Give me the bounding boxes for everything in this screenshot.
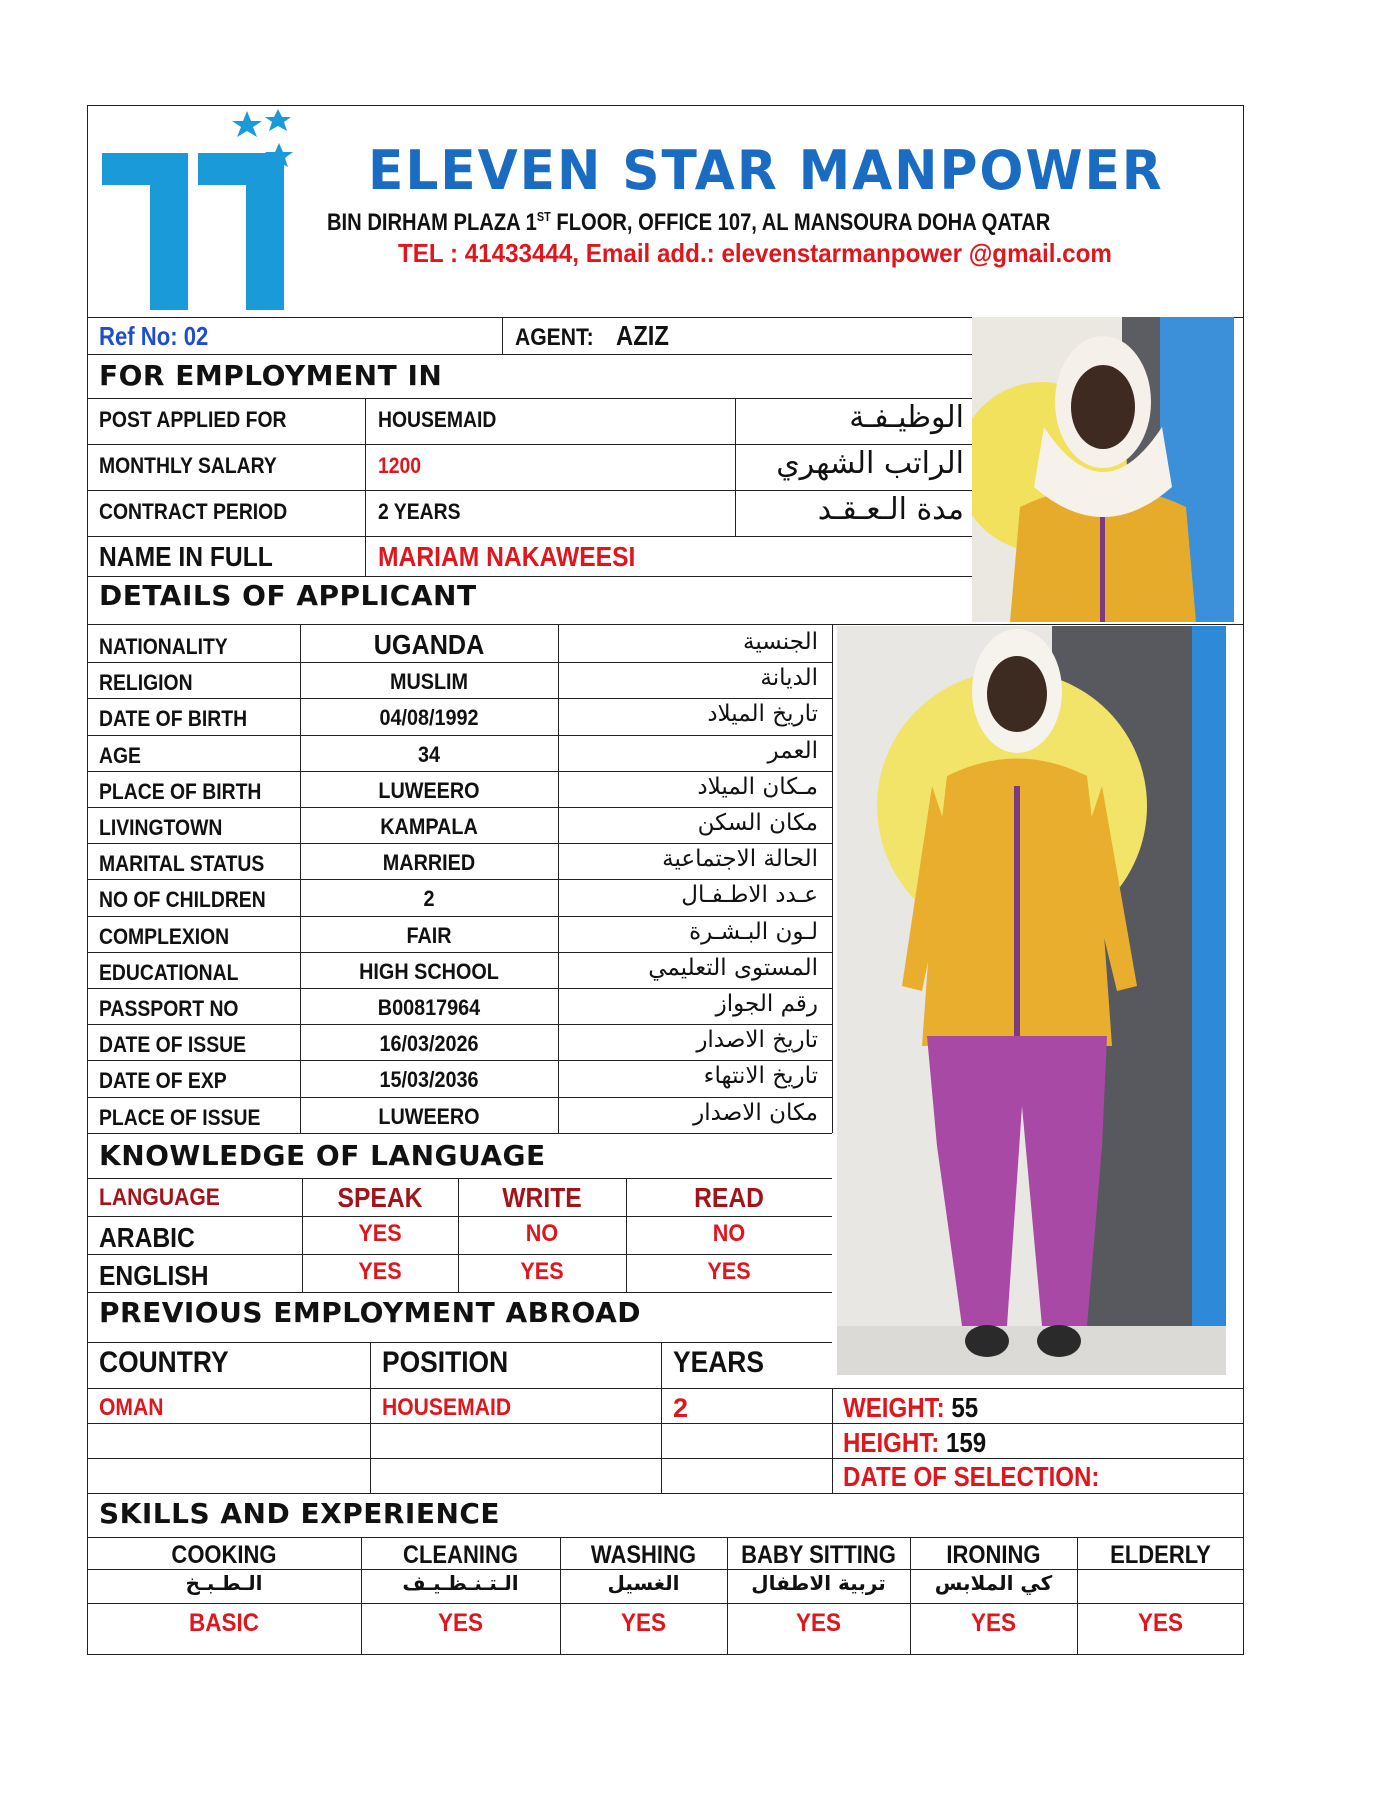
language-speak-value: YES <box>358 1258 402 1285</box>
applicant-full-photo <box>837 626 1226 1375</box>
detail-arabic-label: تاريخ الانتهاء <box>703 1063 818 1090</box>
detail-value: 16/03/2026 <box>379 1031 479 1057</box>
name-in-full-label: NAME IN FULL <box>99 541 273 572</box>
language-header-language: LANGUAGE <box>99 1184 220 1211</box>
skill-level: BASIC <box>188 1609 260 1637</box>
detail-arabic-label: مكان الاصدار <box>693 1099 818 1126</box>
detail-value: 15/03/2036 <box>379 1067 479 1093</box>
employment-arabic-label: مدة الـعـقـد <box>817 492 964 527</box>
previous-position-value: HOUSEMAID <box>382 1394 512 1421</box>
agent-label: AGENT: <box>515 324 594 351</box>
employment-value: 2 YEARS <box>378 499 461 524</box>
company-address: BIN DIRHAM PLAZA 1ST FLOOR, OFFICE 107, AL MANSOURA DOHA QATAR <box>327 209 1051 236</box>
detail-arabic-label: المستوى التعليمي <box>648 954 818 981</box>
language-name: ENGLISH <box>99 1260 209 1291</box>
agent-value: AZIZ <box>616 320 669 351</box>
language-section-title: KNOWLEDGE OF LANGUAGE <box>99 1139 546 1172</box>
employment-label: MONTHLY SALARY <box>99 453 277 478</box>
employment-section-title: FOR EMPLOYMENT IN <box>99 359 443 392</box>
detail-arabic-label: مـكان الميلاد <box>697 773 818 800</box>
detail-arabic-label: مكان السكن <box>697 810 818 836</box>
detail-value: MUSLIM <box>389 669 469 695</box>
skill-arabic-name: الغسيل <box>607 1571 680 1595</box>
language-header-write: WRITE <box>502 1182 582 1213</box>
detail-arabic-label: تاريخ الاصدار <box>696 1027 818 1054</box>
employment-arabic-label: الراتب الشهري <box>776 446 964 481</box>
skill-arabic-name: تربية الاطفال <box>751 1571 886 1595</box>
skill-arabic-name: كي الملابس <box>934 1571 1053 1595</box>
language-name: ARABIC <box>99 1222 195 1253</box>
detail-value: LUWEERO <box>378 777 480 803</box>
detail-arabic-label: لـون البـشـرة <box>689 918 818 945</box>
skill-name: BABY SITTING <box>741 1541 896 1569</box>
detail-label: PLACE OF BIRTH <box>99 778 262 804</box>
previous-years-value: 2 <box>673 1393 689 1423</box>
skill-level: YES <box>437 1609 484 1637</box>
detail-label: DATE OF EXP <box>99 1068 227 1094</box>
ref-number: Ref No: 02 <box>99 321 209 351</box>
detail-value: 2 <box>423 886 435 912</box>
employment-value: 1200 <box>378 453 422 478</box>
skill-name: COOKING <box>171 1541 277 1569</box>
detail-label: NATIONALITY <box>99 634 228 659</box>
detail-label: DATE OF ISSUE <box>99 1032 247 1058</box>
detail-value: 34 <box>417 741 441 767</box>
detail-arabic-label: رقم الجواز <box>715 991 818 1017</box>
skill-level: YES <box>795 1609 842 1637</box>
height-value: 159 <box>946 1427 987 1458</box>
skill-level: YES <box>1137 1609 1184 1637</box>
detail-arabic-label: عـدد الاطـفـال <box>681 882 818 909</box>
detail-arabic-label: العمر <box>767 737 818 764</box>
detail-arabic-label: الديانة <box>760 665 818 692</box>
detail-value: LUWEERO <box>378 1103 480 1129</box>
language-speak-value: YES <box>358 1220 402 1247</box>
language-write-value: YES <box>520 1258 564 1285</box>
skill-arabic-name: الـتـنـظـيـف <box>402 1571 519 1595</box>
detail-value: HIGH SCHOOL <box>359 958 499 984</box>
skill-level: YES <box>970 1609 1017 1637</box>
company-name: ELEVEN STAR MANPOWER <box>368 139 1164 202</box>
previous-header-position: POSITION <box>382 1346 509 1379</box>
detail-label: DATE OF BIRTH <box>99 706 248 732</box>
detail-label: RELIGION <box>99 670 193 696</box>
weight-value: 55 <box>951 1392 979 1423</box>
skills-section-title: SKILLS AND EXPERIENCE <box>99 1497 501 1530</box>
detail-label: AGE <box>99 742 141 768</box>
weight-label: WEIGHT: <box>843 1392 945 1423</box>
skill-level: YES <box>620 1609 667 1637</box>
detail-value: KAMPALA <box>380 814 478 839</box>
detail-value: B00817964 <box>377 995 481 1020</box>
previous-header-country: COUNTRY <box>99 1346 229 1379</box>
employment-label: CONTRACT PERIOD <box>99 499 288 524</box>
detail-label: PASSPORT NO <box>99 996 239 1021</box>
language-read-value: NO <box>712 1220 746 1247</box>
detail-label: NO OF CHILDREN <box>99 887 266 913</box>
detail-label: PLACE OF ISSUE <box>99 1104 261 1130</box>
employment-arabic-label: الوظيـفـة <box>849 400 964 435</box>
detail-label: COMPLEXION <box>99 923 230 949</box>
detail-label: MARITAL STATUS <box>99 851 265 877</box>
previous-header-years: YEARS <box>673 1346 764 1379</box>
detail-value: UGANDA <box>373 629 485 660</box>
detail-arabic-label: الحالة الاجتماعية <box>662 846 818 873</box>
name-in-full-value: MARIAM NAKAWEESI <box>378 541 636 572</box>
weight-field <box>843 1394 978 1422</box>
detail-value: FAIR <box>406 922 452 948</box>
date-of-selection-label: DATE OF SELECTION: <box>843 1461 1100 1492</box>
skill-arabic-name: الـطـبـخ <box>185 1571 263 1595</box>
language-write-value: NO <box>525 1220 559 1247</box>
previous-country-value: OMAN <box>99 1394 164 1421</box>
details-section-title: DETAILS OF APPLICANT <box>99 579 477 612</box>
applicant-portrait-photo <box>972 317 1234 622</box>
skill-name: IRONING <box>946 1541 1041 1569</box>
language-read-value: YES <box>707 1258 751 1285</box>
skill-name: CLEANING <box>403 1541 518 1569</box>
skill-name: WASHING <box>590 1541 697 1569</box>
company-contact: TEL : 41433444, Email add.: elevenstarmanpower @gmail.com <box>398 238 1112 268</box>
detail-label: EDUCATIONAL <box>99 959 239 985</box>
height-field <box>843 1429 986 1457</box>
employment-value: HOUSEMAID <box>378 407 497 432</box>
employment-label: POST APPLIED FOR <box>99 407 287 432</box>
detail-value: 04/08/1992 <box>379 705 479 731</box>
detail-arabic-label: تاريخ الميلاد <box>707 701 818 728</box>
height-label: HEIGHT: <box>843 1427 940 1458</box>
detail-value: MARRIED <box>382 850 476 876</box>
detail-label: LIVINGTOWN <box>99 815 223 840</box>
language-header-speak: SPEAK <box>337 1182 423 1213</box>
detail-arabic-label: الجنسية <box>743 629 818 655</box>
previous-employment-section-title: PREVIOUS EMPLOYMENT ABROAD <box>99 1296 641 1329</box>
language-header-read: READ <box>694 1182 764 1213</box>
skill-name: ELDERLY <box>1110 1541 1211 1569</box>
company-logo <box>100 105 300 310</box>
